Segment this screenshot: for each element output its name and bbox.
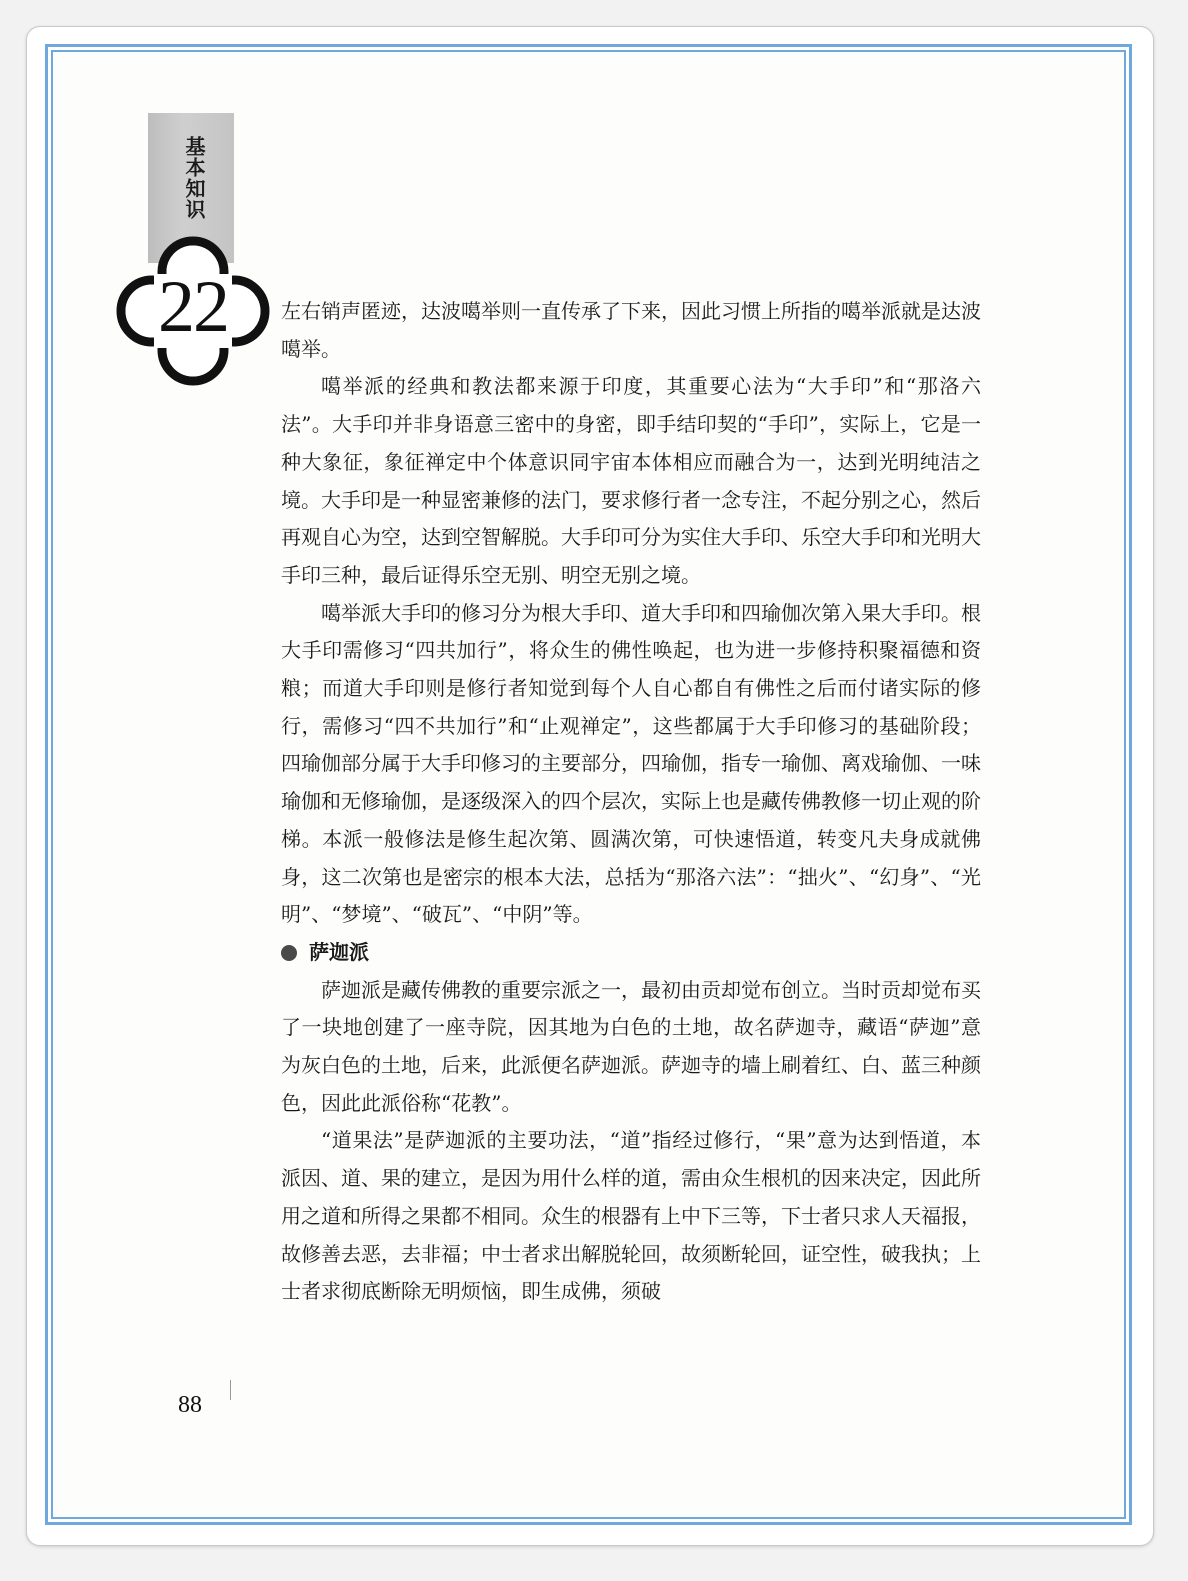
- margin-mark: [230, 1380, 231, 1400]
- chapter-side-tab-label: 基本知识: [182, 136, 206, 220]
- section-number: 22: [158, 266, 228, 348]
- paragraph: 噶举派大手印的修习分为根大手印、道大手印和四瑜伽次第入果大手印。根大手印需修习“四共加行”，将众生的佛性唤起，也为进一步修持积聚福德和资粮；而道大手印则是修行者知觉到每个人自心都自有佛性之后而付诸实际的修行，需修习“四不共加行”和“止观禅定”，这些都属于大手印修习的基础阶段；四瑜伽部分属于大手印修习的主要部分，四瑜伽，指专一瑜伽、离戏瑜伽、一味瑜伽和无修瑜伽，是逐级深入的四个层次，实际上也是藏传佛教修一切止观的阶梯。本派一般修法是修生起次第、圆满次第，可快速悟道，转变凡夫身成就佛身，这二次第也是密宗的根本大法，总括为“那洛六法”：“拙火”、“幻身”、“光明”、“梦境”、“破瓦”、“中阴”等。: [281, 600, 981, 927]
- page-number: 88: [178, 1392, 202, 1418]
- paragraph: “道果法”是萨迦派的主要功法，“道”指经过修行，“果”意为达到悟道，本派因、道、果的建立，是因为用什么样的道，需由众生根机的因来决定，因此所用之道和所得之果都不相同。众生的根器有上中下三等，下士者只求人天福报，故修善去恶，去非福；中士者求出解脱轮回，故须断轮回，证空性，破我执；上士者求彻底断除无明烦恼，即生成佛，须破: [281, 1128, 981, 1304]
- bullet-dot-icon: [281, 945, 297, 961]
- paragraph: 左右销声匿迹，达波噶举则一直传承了下来，因此习惯上所指的噶举派就是达波噶举。: [281, 299, 981, 361]
- section-heading: [281, 934, 981, 972]
- paragraph: 萨迦派是藏传佛教的重要宗派之一，最初由贡却觉布创立。当时贡却觉布买了一块地创建了一座寺院，因其地为白色的土地，故名萨迦寺，藏语“萨迦”意为灰白色的土地，后来，此派便名萨迦派。萨迦寺的墙上刷着红、白、蓝三种颜色，因此此派俗称“花教”。: [281, 977, 981, 1115]
- section-heading-label: 萨迦派: [309, 939, 369, 964]
- paragraph: 噶举派的经典和教法都来源于印度，其重要心法为“大手印”和“那洛六法”。大手印并非身语意三密中的身密，即手结印契的“手印”，实际上，它是一种大象征，象征禅定中个体意识同宇宙本体相应而融合为一，达到光明纯洁之境。大手印是一种显密兼修的法门，要求修行者一念专注，不起分别之心，然后再观自心为空，达到空智解脱。大手印可分为实住大手印、乐空大手印和光明大手印三种，最后证得乐空无别、明空无别之境。: [281, 374, 981, 587]
- body-text: [281, 293, 981, 1311]
